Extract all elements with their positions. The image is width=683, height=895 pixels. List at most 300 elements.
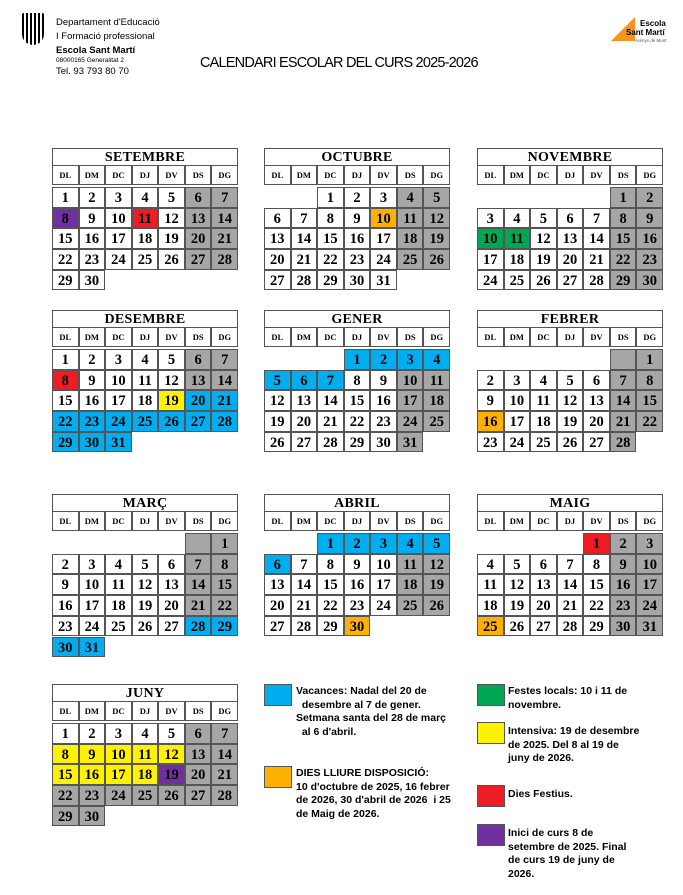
day-cell: 11 [423,370,450,391]
day-cell: 25 [477,616,504,637]
day-cell: 14 [291,228,318,249]
legend-text: DIES LLIURE DISPOSICIÓ: 10 d'octubre de 2025, 16 febrer de 2026, 30 d'abril de 2026 i 25 de Maig de 2026. [296,767,451,820]
day-cell: 22 [344,411,371,432]
day-cell: 30 [370,432,397,453]
month-name: GENER [264,310,450,328]
month-name: JUNY [52,684,238,702]
day-cell: 28 [610,432,637,453]
day-cell: 14 [583,228,610,249]
day-cell: 20 [158,595,185,616]
day-cell: 24 [370,595,397,616]
day-cell: 12 [504,574,531,595]
day-cell: 3 [79,554,106,575]
day-cell: 23 [52,616,79,637]
day-cell: 5 [158,349,185,370]
day-cell: 21 [211,390,238,411]
day-cell: 21 [583,249,610,270]
day-cell: 3 [105,187,132,208]
weekday-header: DV [158,512,185,531]
day-cell: 28 [211,249,238,270]
day-cell: 30 [79,270,106,291]
day-cell: 20 [264,249,291,270]
day-cell: 11 [397,554,424,575]
day-cell: 1 [52,723,79,744]
day-cell: 4 [397,187,424,208]
weekday-header: DJ [344,512,371,531]
day-cell: 9 [79,208,106,229]
weekday-header: DJ [132,512,159,531]
day-cell: 16 [79,390,106,411]
department-line-2: I Formació professional [56,31,155,42]
day-cell: 16 [79,764,106,785]
weekday-header: DJ [132,328,159,347]
day-cell: 23 [79,249,106,270]
day-cell: 19 [158,390,185,411]
day-cell: 15 [211,574,238,595]
day-cell: 4 [504,208,531,229]
day-cell: 19 [530,249,557,270]
day-cell: 15 [610,228,637,249]
day-cell: 25 [397,595,424,616]
month-name: MARÇ [52,494,238,512]
day-cell: 25 [132,249,159,270]
weekday-header: DV [158,328,185,347]
day-cell: 13 [185,208,212,229]
day-cell: 3 [370,533,397,554]
day-cell: 9 [610,554,637,575]
weekday-header: DJ [132,166,159,185]
day-cell: 15 [52,390,79,411]
day-cell: 30 [344,616,371,637]
day-cell [185,533,212,554]
day-cell: 16 [344,228,371,249]
day-cell: 13 [158,574,185,595]
day-cell: 31 [636,616,663,637]
day-cell: 27 [557,270,584,291]
weekday-header: DV [370,166,397,185]
day-cell: 24 [504,432,531,453]
day-cell: 28 [317,432,344,453]
day-cell: 8 [636,370,663,391]
legend-text: Vacances: Nadal del 20 de desembre al 7 de gener. Setmana santa del 28 de març al 6 d'abril. [296,685,446,738]
weekday-header: DS [185,166,212,185]
day-cell: 27 [185,785,212,806]
day-cell: 11 [105,574,132,595]
legend-swatch-orange [264,766,292,788]
day-cell: 28 [291,616,318,637]
weekday-header: DS [610,166,637,185]
day-cell: 4 [397,533,424,554]
day-cell: 7 [291,208,318,229]
day-cell: 6 [264,554,291,575]
day-cell: 11 [504,228,531,249]
month-name: DESEMBRE [52,310,238,328]
weekday-header: DJ [557,512,584,531]
day-cell: 5 [557,370,584,391]
day-cell: 17 [105,764,132,785]
day-cell: 15 [583,574,610,595]
day-cell: 4 [530,370,557,391]
day-cell: 6 [185,349,212,370]
day-cell: 10 [105,744,132,765]
day-cell: 3 [370,187,397,208]
day-cell: 16 [52,595,79,616]
weekday-header: DM [291,512,318,531]
day-cell: 7 [583,208,610,229]
day-cell: 17 [477,249,504,270]
day-cell: 23 [79,785,106,806]
day-cell: 16 [610,574,637,595]
day-cell: 19 [158,228,185,249]
weekday-header: DL [264,328,291,347]
school-name: Escola Sant Martí [56,45,136,56]
day-cell: 10 [636,554,663,575]
month-març [52,494,238,656]
day-cell: 7 [185,554,212,575]
day-cell: 8 [211,554,238,575]
day-cell: 23 [610,595,637,616]
day-cell: 25 [105,616,132,637]
day-cell: 31 [370,270,397,291]
day-cell: 14 [211,744,238,765]
day-cell: 26 [557,432,584,453]
day-cell: 26 [423,249,450,270]
day-cell: 9 [344,554,371,575]
day-cell: 12 [557,390,584,411]
day-cell: 7 [557,554,584,575]
weekday-header: DS [185,328,212,347]
day-cell: 27 [185,249,212,270]
month-name: NOVEMBRE [477,148,663,166]
day-cell: 9 [636,208,663,229]
weekday-header: DV [583,166,610,185]
day-cell: 20 [583,411,610,432]
day-cell: 25 [504,270,531,291]
day-cell: 18 [530,411,557,432]
day-cell: 22 [636,411,663,432]
day-cell: 9 [52,574,79,595]
day-cell: 13 [185,370,212,391]
day-cell: 14 [610,390,637,411]
month-name: OCTUBRE [264,148,450,166]
weekday-header: DG [636,166,663,185]
day-cell: 24 [79,616,106,637]
month-novembre [477,148,663,289]
day-cell: 22 [211,595,238,616]
day-cell: 8 [52,208,79,229]
day-cell: 18 [105,595,132,616]
day-cell: 14 [317,390,344,411]
day-cell: 29 [52,270,79,291]
day-cell: 21 [557,595,584,616]
weekday-header: DJ [344,328,371,347]
day-cell: 28 [211,785,238,806]
day-cell: 22 [583,595,610,616]
weekday-header: DL [477,166,504,185]
day-cell: 26 [158,785,185,806]
day-cell: 4 [132,187,159,208]
day-cell: 31 [79,637,106,658]
day-cell: 20 [185,228,212,249]
day-cell: 11 [132,744,159,765]
day-cell: 27 [185,411,212,432]
day-cell: 10 [370,554,397,575]
day-cell: 9 [370,370,397,391]
day-cell: 23 [636,249,663,270]
day-cell: 13 [264,228,291,249]
day-cell: 26 [132,616,159,637]
day-cell: 10 [370,208,397,229]
weekday-header: DM [79,166,106,185]
day-cell: 20 [185,764,212,785]
day-cell: 5 [423,533,450,554]
weekday-header: DS [185,512,212,531]
day-cell: 6 [264,208,291,229]
day-cell: 19 [132,595,159,616]
day-cell: 30 [79,432,106,453]
day-cell: 17 [636,574,663,595]
day-cell: 15 [344,390,371,411]
day-cell: 14 [185,574,212,595]
weekday-header: DG [423,512,450,531]
day-cell: 23 [344,249,371,270]
weekday-header: DG [423,166,450,185]
day-cell: 10 [79,574,106,595]
legend-swatch-purple [477,824,505,846]
day-cell: 18 [132,228,159,249]
day-cell: 2 [79,349,106,370]
school-address: 08000165 Generalitat 2 [56,57,124,64]
day-cell: 29 [610,270,637,291]
weekday-header: DS [610,512,637,531]
day-cell: 10 [504,390,531,411]
day-cell: 10 [105,208,132,229]
day-cell: 18 [397,228,424,249]
weekday-header: DG [636,328,663,347]
weekday-header: DJ [344,166,371,185]
weekday-header: DC [105,166,132,185]
day-cell: 3 [105,349,132,370]
day-cell: 16 [477,411,504,432]
day-cell: 9 [477,390,504,411]
day-cell: 12 [530,228,557,249]
weekday-header: DG [211,512,238,531]
weekday-header: DM [79,512,106,531]
month-name: FEBRER [477,310,663,328]
day-cell: 22 [52,785,79,806]
month-maig [477,494,663,635]
day-cell: 14 [211,370,238,391]
day-cell: 7 [317,370,344,391]
day-cell: 8 [52,370,79,391]
day-cell: 1 [52,349,79,370]
day-cell: 1 [344,349,371,370]
weekday-header: DL [477,328,504,347]
day-cell: 2 [344,187,371,208]
day-cell: 28 [583,270,610,291]
day-cell: 27 [158,616,185,637]
day-cell: 24 [636,595,663,616]
day-cell: 24 [105,249,132,270]
day-cell: 6 [583,370,610,391]
day-cell: 2 [79,187,106,208]
weekday-header: DL [477,512,504,531]
day-cell: 12 [423,208,450,229]
day-cell: 14 [557,574,584,595]
day-cell: 28 [557,616,584,637]
day-cell: 27 [264,616,291,637]
day-cell: 22 [317,595,344,616]
day-cell: 19 [264,411,291,432]
weekday-header: DC [530,328,557,347]
legend-swatch-yellow [477,722,505,744]
weekday-header: DV [158,166,185,185]
day-cell: 29 [52,806,79,827]
day-cell: 26 [504,616,531,637]
day-cell: 8 [610,208,637,229]
day-cell: 2 [477,370,504,391]
weekday-header: DV [370,512,397,531]
month-desembre [52,310,238,451]
day-cell: 6 [291,370,318,391]
weekday-header: DS [185,702,212,721]
day-cell: 27 [530,616,557,637]
day-cell: 12 [158,370,185,391]
day-cell: 14 [211,208,238,229]
day-cell: 21 [610,411,637,432]
day-cell: 29 [317,270,344,291]
weekday-header: DV [158,702,185,721]
day-cell: 17 [397,390,424,411]
day-cell: 17 [105,390,132,411]
weekday-header: DV [583,512,610,531]
day-cell: 1 [317,533,344,554]
weekday-header: DC [317,166,344,185]
day-cell: 30 [52,637,79,658]
day-cell: 24 [397,411,424,432]
weekday-header: DL [52,166,79,185]
weekday-header: DM [79,702,106,721]
day-cell: 25 [397,249,424,270]
page-title: CALENDARI ESCOLAR DEL CURS 2025-2026 [200,55,478,71]
day-cell: 17 [370,228,397,249]
day-cell: 3 [105,723,132,744]
day-cell: 8 [317,554,344,575]
legend-text: Festes locals: 10 i 11 de novembre. [508,685,628,711]
day-cell: 26 [530,270,557,291]
day-cell: 30 [79,806,106,827]
day-cell: 16 [636,228,663,249]
logo-text-2: Sant Martí [626,28,665,37]
month-name: MAIG [477,494,663,512]
day-cell: 6 [158,554,185,575]
day-cell: 30 [610,616,637,637]
day-cell: 29 [583,616,610,637]
day-cell: 23 [370,411,397,432]
day-cell: 3 [397,349,424,370]
day-cell: 8 [317,208,344,229]
day-cell: 23 [477,432,504,453]
day-cell: 24 [477,270,504,291]
month-abril [264,494,450,635]
day-cell: 18 [504,249,531,270]
day-cell: 18 [477,595,504,616]
day-cell: 20 [530,595,557,616]
day-cell: 16 [79,228,106,249]
day-cell: 31 [397,432,424,453]
day-cell: 21 [185,595,212,616]
day-cell: 17 [504,411,531,432]
day-cell: 28 [185,616,212,637]
day-cell: 4 [477,554,504,575]
day-cell: 7 [610,370,637,391]
day-cell: 3 [636,533,663,554]
weekday-header: DM [504,328,531,347]
day-cell: 21 [291,249,318,270]
day-cell: 13 [264,574,291,595]
day-cell: 10 [477,228,504,249]
day-cell: 1 [583,533,610,554]
day-cell: 29 [211,616,238,637]
day-cell: 28 [211,411,238,432]
day-cell: 18 [132,390,159,411]
weekday-header: DG [423,328,450,347]
day-cell: 7 [211,723,238,744]
day-cell: 19 [557,411,584,432]
day-cell: 9 [79,744,106,765]
day-cell: 5 [132,554,159,575]
day-cell: 27 [264,270,291,291]
day-cell: 4 [105,554,132,575]
day-cell: 4 [423,349,450,370]
weekday-header: DC [105,512,132,531]
day-cell: 6 [185,187,212,208]
day-cell: 8 [344,370,371,391]
day-cell: 13 [291,390,318,411]
weekday-header: DS [397,512,424,531]
day-cell: 21 [211,228,238,249]
day-cell: 19 [504,595,531,616]
day-cell: 12 [264,390,291,411]
day-cell: 1 [52,187,79,208]
day-cell: 25 [132,411,159,432]
day-cell: 2 [636,187,663,208]
day-cell: 6 [530,554,557,575]
day-cell: 24 [105,785,132,806]
day-cell: 10 [397,370,424,391]
day-cell: 13 [557,228,584,249]
day-cell: 19 [423,228,450,249]
day-cell: 2 [370,349,397,370]
day-cell: 2 [79,723,106,744]
day-cell: 6 [557,208,584,229]
day-cell: 30 [636,270,663,291]
day-cell: 29 [317,616,344,637]
day-cell: 23 [79,411,106,432]
day-cell: 11 [132,370,159,391]
weekday-header: DC [317,512,344,531]
weekday-header: DC [530,166,557,185]
month-febrer [477,310,663,451]
day-cell [610,349,637,370]
day-cell: 4 [132,349,159,370]
day-cell: 5 [504,554,531,575]
weekday-header: DV [583,328,610,347]
day-cell: 20 [557,249,584,270]
weekday-header: DG [211,702,238,721]
day-cell: 5 [158,723,185,744]
day-cell: 11 [477,574,504,595]
